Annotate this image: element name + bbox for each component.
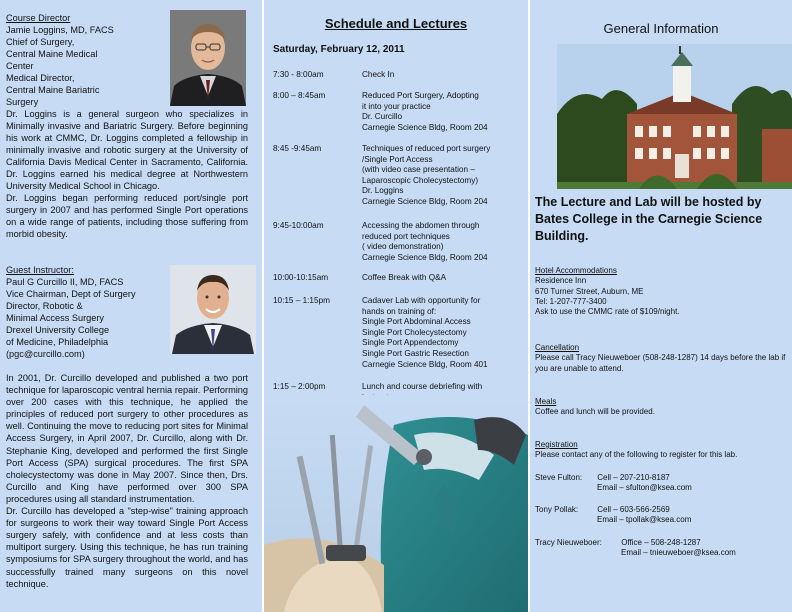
director-line: Jamie Loggins, MD, FACS [6, 25, 114, 35]
schedule-line: Single Port Gastric Resection [362, 348, 469, 358]
schedule-line: Accessing the abdomen through [362, 221, 480, 230]
contact-phone: Cell – 603-566-2569 [597, 505, 670, 514]
course-director-panel [0, 0, 262, 612]
schedule-desc [362, 70, 522, 81]
contact-entry [535, 538, 736, 559]
schedule-time: 8:45 -9:45am [273, 144, 322, 153]
contact-name: Tony Pollak: [535, 505, 579, 514]
schedule-line: Laparoscopic Cholecystectomy) [362, 175, 479, 185]
schedule-line: Carnegie Science Bldg, Room 204 [362, 252, 488, 262]
director-line: Chief of Surgery, [6, 37, 75, 47]
director-header [6, 12, 176, 108]
director-line: Central Maine Medical [6, 49, 98, 59]
schedule-line: Single Port Cholecystectomy [362, 327, 467, 337]
registration-text: Please contact any of the following to register for this lab. [535, 450, 738, 460]
schedule-line: Techniques of reduced port surgery [362, 144, 491, 153]
guest-line: of Medicine, Philadelphia [6, 337, 109, 347]
guest-photo [170, 265, 256, 354]
hotel-line: Tel: 1-207-777-3400 [535, 296, 607, 306]
director-line: Medical Director, [6, 73, 75, 83]
cancellation-heading: Cancellation [535, 343, 580, 352]
general-title: General Information [603, 21, 719, 36]
general-info-panel [530, 0, 792, 612]
schedule-time: 10:15 – 1:15pm [273, 296, 330, 305]
director-line: Center [6, 61, 34, 71]
hotel-line: Ask to use the CMMC rate of $109/night. [535, 307, 680, 317]
surgery-photo [264, 395, 528, 612]
schedule-line: Dr. Curcillo [362, 112, 403, 122]
director-photo [170, 10, 246, 106]
contact-name: Steve Fulton: [535, 473, 583, 482]
guest-bio-text: In 2001, Dr. Curcillo developed and published a two port technique for laparoscopic ventral hernia repair. Performing over 200 cases with this technique, he applied the principles of reduced port surgery to other procedures as well. Continuing the move to reducing port sites for Minimal Access Surgery, in April 2007, Dr. Curcillo, along with Dr. Stephanie King, developed and performed the first Single Port Access (SPA) surgical procedures. The first SPA cholecystectomy was done in May 2007. Since then, Drs. Curcillo and King have performed over 300 SPA procedures using all standard instrumentation. [6, 373, 248, 504]
schedule-desc [362, 221, 522, 263]
schedule-line: Check In [362, 70, 395, 79]
schedule-time: 8:00 – 8:45am [273, 91, 326, 100]
guest-heading: Guest Instructor: [6, 265, 74, 275]
schedule-desc [362, 296, 522, 370]
director-line: Central Maine Bariatric [6, 85, 100, 95]
schedule-line: hands on training of: [362, 306, 437, 316]
schedule-line: Cadaver Lab with opportunity for [362, 296, 481, 305]
schedule-line: Lunch and course debriefing with [362, 382, 483, 391]
schedule-line: it into your practice [362, 101, 431, 111]
guest-bio-text-2: Dr. Curcillo has developed a "step-wise" training approach for surgeons to work their way toward Single Port Access surgery safely, with confidence and at less costs than multiport surgery. Using this technique, he has run training symposiums for SPA surgery throughout the world, and has successfully trained many surgeons on this novel technique. [6, 506, 248, 589]
schedule-line: Carnegie Science Bldg, Room 204 [362, 196, 488, 206]
schedule-line: reduced port techniques [362, 231, 450, 241]
director-bio-text: Dr. Loggins is a general surgeon who specializes in Minimally invasive and Bariatric Surgery. Before beginning his work at CMMC, Dr. Loggins completed a fellowship in minimally invasive and robotic surgery at the University of California Davis Medical Center in Sacramento, California. Dr. Loggins earned his medical degree at Northwestern University Medical School in Chicago. [6, 109, 248, 191]
contact-email: Email – sfulton@ksea.com [597, 483, 692, 493]
schedule-line: Single Port Abdominal Access [362, 317, 471, 327]
guest-line: (pgc@curcillo.com) [6, 349, 85, 359]
director-bio [6, 108, 248, 240]
schedule-line: ( video demonstration) [362, 242, 444, 252]
director-bio-text-2: Dr. Loggins began performing reduced port/single port surgery in 2007 and has performed Single Port operations on a wide range of patients, including those suffering from morbid obesity. [6, 193, 248, 239]
schedule-panel [264, 0, 528, 612]
registration-heading: Registration [535, 440, 578, 449]
guest-line: Director, Robotic & [6, 301, 83, 311]
guest-header [6, 264, 171, 360]
contact-entry [535, 505, 691, 526]
contact-email: Email – tpollak@ksea.com [597, 515, 692, 525]
director-line: Surgery [6, 97, 39, 107]
schedule-line: Coffee Break with Q&A [362, 273, 447, 282]
registration-section [535, 440, 790, 461]
schedule-line: Carnegie Science Bldg, Room 204 [362, 122, 488, 132]
schedule-time: 10:00-10:15am [273, 273, 329, 282]
hotel-heading: Hotel Accommodations [535, 266, 617, 275]
schedule-time: 7:30 - 8:00am [273, 70, 324, 79]
contact-phone: Cell – 207-210-8187 [597, 473, 670, 482]
hotel-line: 670 Turner Street, Auburn, ME [535, 286, 644, 296]
schedule-time: 9:45-10:00am [273, 221, 324, 230]
director-heading: Course Director [6, 13, 71, 23]
guest-line: Vice Chairman, Dept of Surgery [6, 289, 136, 299]
schedule-line: Reduced Port Surgery, Adopting [362, 91, 479, 100]
meals-heading: Meals [535, 397, 557, 406]
contact-phone: Office – 508-248-1287 [621, 538, 701, 547]
cancellation-text: Please call Tracy Nieuweboer (508-248-1287) 14 days before the lab if you are unable to attend. [535, 353, 786, 373]
schedule-desc [362, 91, 522, 133]
schedule-desc [362, 273, 522, 284]
meals-text: Coffee and lunch will be provided. [535, 407, 655, 417]
contact-email: Email – tnieuweboer@ksea.com [621, 548, 736, 558]
schedule-line: (with video case presentation – [362, 165, 475, 175]
guest-line: Paul G Curcillo II, MD, FACS [6, 277, 124, 287]
schedule-time: 1:15 – 2:00pm [273, 382, 326, 391]
schedule-date: Saturday, February 12, 2011 [273, 44, 405, 55]
schedule-title: Schedule and Lectures [324, 16, 468, 31]
college-building-photo [557, 44, 792, 189]
schedule-line: Single Port Appendectomy [362, 338, 459, 348]
schedule-line: /Single Port Access [362, 154, 433, 164]
hotel-line: Residence Inn [535, 276, 587, 286]
cancellation-section [535, 343, 790, 374]
meals-section [535, 397, 790, 418]
contact-name: Tracy Nieuweboer: [535, 538, 602, 547]
schedule-desc [362, 144, 522, 208]
hosted-note: The Lecture and Lab will be hosted by Bates College in the Carnegie Science Building. [535, 195, 763, 243]
guest-line: Drexel University College [6, 325, 110, 335]
contact-entry [535, 473, 692, 494]
schedule-line: Dr. Loggins [362, 186, 404, 196]
guest-bio [6, 372, 248, 590]
schedule-line: Carnegie Science Bldg, Room 401 [362, 359, 488, 369]
guest-line: Minimal Access Surgery [6, 313, 105, 323]
hotel-section [535, 266, 790, 317]
